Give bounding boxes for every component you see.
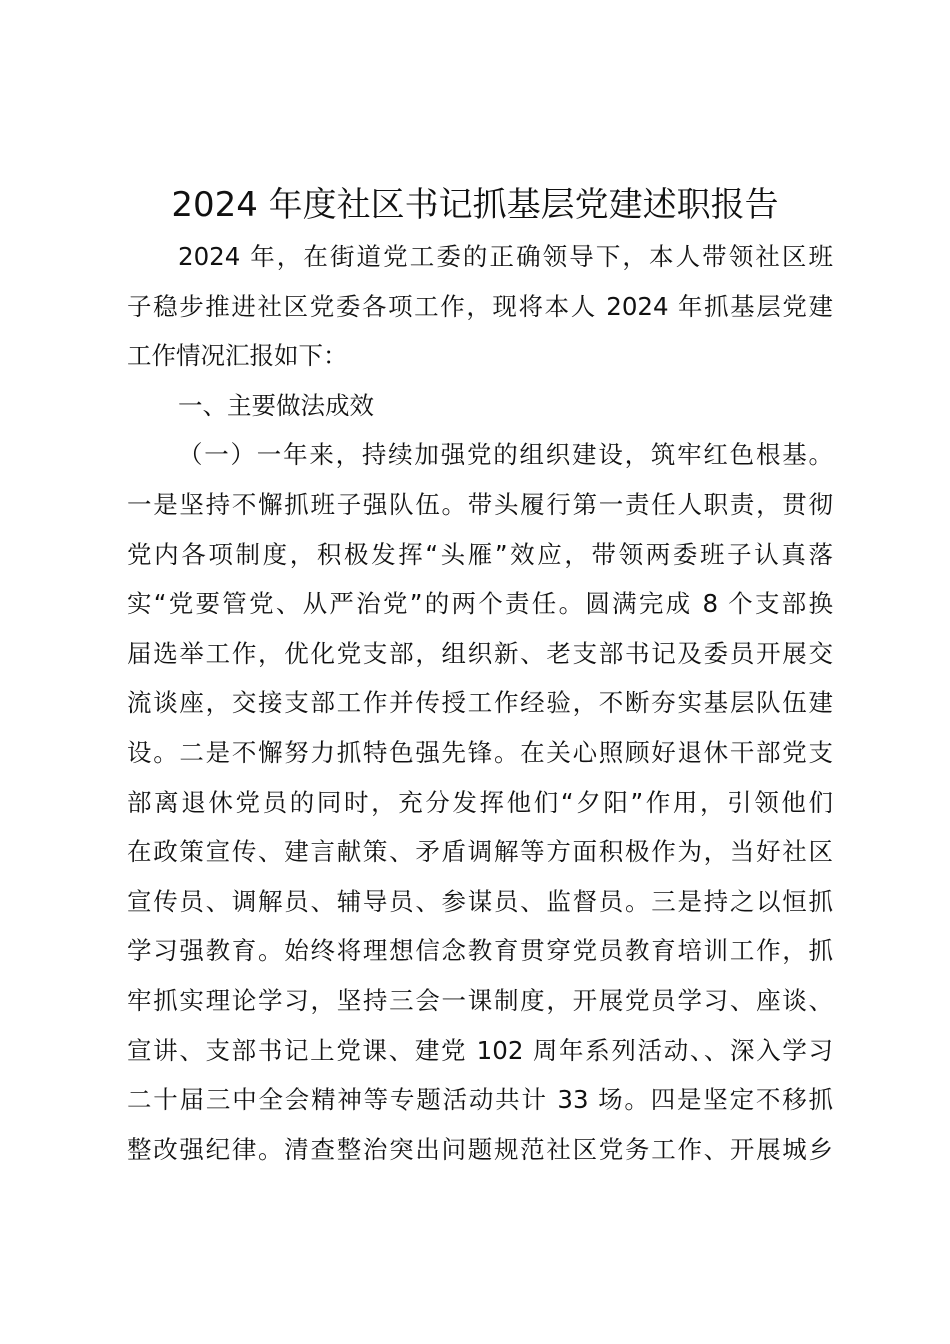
subsection-heading: （一）一年来，持续加强党的组织建设，筑牢红色根基。 — [178, 440, 833, 470]
paragraph-line: 届选举工作，优化党支部，组织新、老支部书记及委员开展交 — [127, 638, 833, 668]
document-body — [127, 232, 833, 1174]
document-title: 2024 年度社区书记抓基层党建述职报告 — [171, 185, 779, 225]
paragraph-line: 宣讲、支部书记上党课、建党 102 周年系列活动、、深入学习 — [127, 1035, 833, 1065]
paragraph-line: 牢抓实理论学习，坚持三会一课制度，开展党员学习、座谈、 — [127, 985, 833, 1015]
paragraph-line: 整改强纪律。清查整治突出问题规范社区党务工作、开展城乡 — [127, 1134, 833, 1164]
section-heading: 一、主要做法成效 — [178, 390, 374, 420]
paragraph-line: 实“党要管党、从严治党”的两个责任。圆满完成 8 个支部换 — [127, 589, 833, 619]
paragraph-line: 设。二是不懈努力抓特色强先锋。在关心照顾好退休干部党支 — [127, 737, 833, 767]
paragraph-line: 子稳步推进社区党委各项工作，现将本人 2024 年抓基层党建 — [127, 291, 833, 321]
paragraph-line: 宣传员、调解员、辅导员、参谋员、监督员。三是持之以恒抓 — [127, 886, 833, 916]
paragraph-line: 二十届三中全会精神等专题活动共计 33 场。四是坚定不移抓 — [127, 1085, 833, 1115]
paragraph-line: 工作情况汇报如下： — [127, 341, 348, 371]
paragraph-line: 一是坚持不懈抓班子强队伍。带头履行第一责任人职责，贯彻 — [127, 489, 833, 519]
paragraph-line: 部离退休党员的同时，充分发挥他们“夕阳”作用，引领他们 — [127, 787, 833, 817]
paragraph-line: 在政策宣传、建言献策、矛盾调解等方面积极作为，当好社区 — [127, 837, 833, 867]
paragraph-line: 流谈座，交接支部工作并传授工作经验，不断夯实基层队伍建 — [127, 688, 833, 718]
paragraph-line: 学习强教育。始终将理想信念教育贯穿党员教育培训工作，抓 — [127, 936, 833, 966]
paragraph-line: 党内各项制度，积极发挥“头雁”效应，带领两委班子认真落 — [127, 539, 833, 569]
paragraph-line: 2024 年，在街道党工委的正确领导下，本人带领社区班 — [178, 242, 833, 271]
